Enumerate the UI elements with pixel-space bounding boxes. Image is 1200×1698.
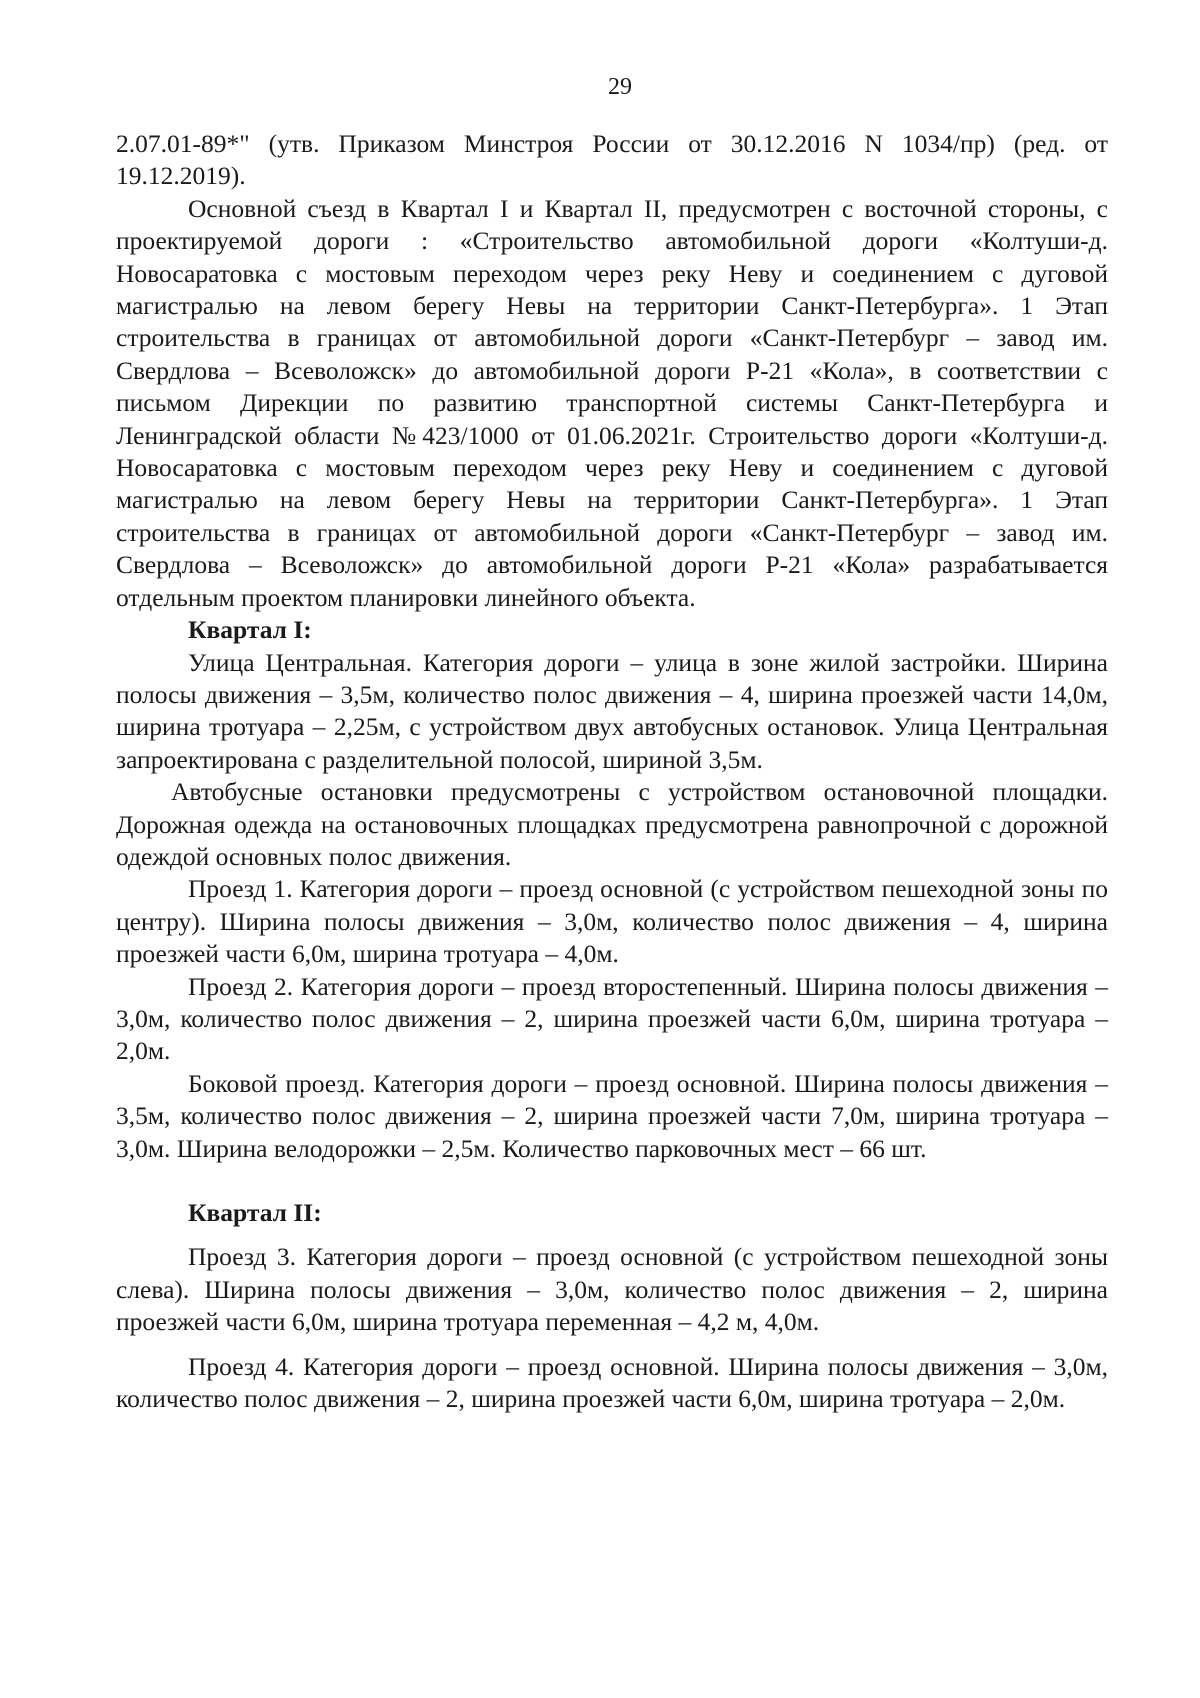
page-number: 29: [608, 74, 632, 100]
paragraph-continuation: 2.07.01-89*" (утв. Приказом Минстроя России от 30.12.2016 N 1034/пр) (ред. от 19.12.2019).: [116, 129, 1108, 191]
paragraph-central-street: Улица Центральная. Категория дороги – улица в зоне жилой застройки. Ширина полосы движения – 3,5м, количество полос движения – 4, ширина проезжей части 14,0м, ширина тротуара – 2,25м, с устройством двух автобусных остановок. Улица Центральная запроектирована с разделительной полосой, шириной 3,5м.: [116, 647, 1108, 774]
paragraph-main-entrance: Основной съезд в Квартал I и Квартал II, предусмотрен с восточной стороны, с проектируемой дороги : «Строительство автомобильной дороги «Колтуши-д. Новосаратовка с мостовым переходом через реку Неву и соединением с дуговой магистралью на левом берегу Невы на территории Санкт-Петербурга». 1 Этап строительства в границах от автомобильной дороги «Санкт-Петербург – завод им. Свердлова – Всеволожск» до автомобильной дороги Р-21 «Кола», в соответствии с письмом Дирекции по развитию транспортной системы Санкт-Петербурга и Ленинградской области №423/1000 от 01.06.2021г. Строительство дороги «Колтуши-д. Новосаратовка с мостовым переходом через реку Неву и соединением с дуговой магистралью на левом берегу Невы на территории Санкт-Петербурга». 1 Этап строительства в границах от автомобильной дороги «Санкт-Петербург – завод им. Свердлова – Всеволожск» до автомобильной дороги Р-21 «Кола» разрабатывается отдельным проектом планировки линейного объекта.: [116, 193, 1108, 612]
paragraph-passage-3: Проезд 3. Категория дороги – проезд основной (с устройством пешеходной зоны слева). Ширина полосы движения – 3,0м, количество полос движения – 2, ширина проезжей части 6,0м, ширина тротуара переменная – 4,2 м, 4,0м.: [116, 1242, 1108, 1337]
paragraph-passage-1: Проезд 1. Категория дороги – проезд основной (с устройством пешеходной зоны по центру). Ширина полосы движения – 3,0м, количество полос движения – 4, ширина проезжей части 6,0м, ширина тротуара – 4,0м.: [116, 874, 1108, 969]
heading-quarter-1: Квартал I:: [188, 615, 312, 645]
paragraph-side-passage: Боковой проезд. Категория дороги – проезд основной. Ширина полосы движения – 3,5м, количество полос движения – 2, ширина проезжей части 7,0м, ширина тротуара – 3,0м. Ширина велодорожки – 2,5м. Количество парковочных мест – 66 шт.: [116, 1068, 1108, 1163]
document-body: [116, 128, 1108, 1415]
paragraph-passage-2: Проезд 2. Категория дороги – проезд второстепенный. Ширина полосы движения – 3,0м, количество полос движения – 2, ширина проезжей части 6,0м, ширина тротуара – 2,0м.: [116, 971, 1108, 1066]
paragraph-bus-stops: Автобусные остановки предусмотрены с устройством остановочной площадки. Дорожная одежда на остановочных площадках предусмотрена равнопрочной с дорожной одеждой основных полос движения.: [116, 777, 1108, 871]
heading-quarter-2: Квартал II:: [188, 1198, 322, 1227]
paragraph-passage-4: Проезд 4. Категория дороги – проезд основной. Ширина полосы движения – 3,0м, количество полос движения – 2, ширина проезжей части 6,0м, ширина тротуара – 2,0м.: [116, 1351, 1108, 1414]
